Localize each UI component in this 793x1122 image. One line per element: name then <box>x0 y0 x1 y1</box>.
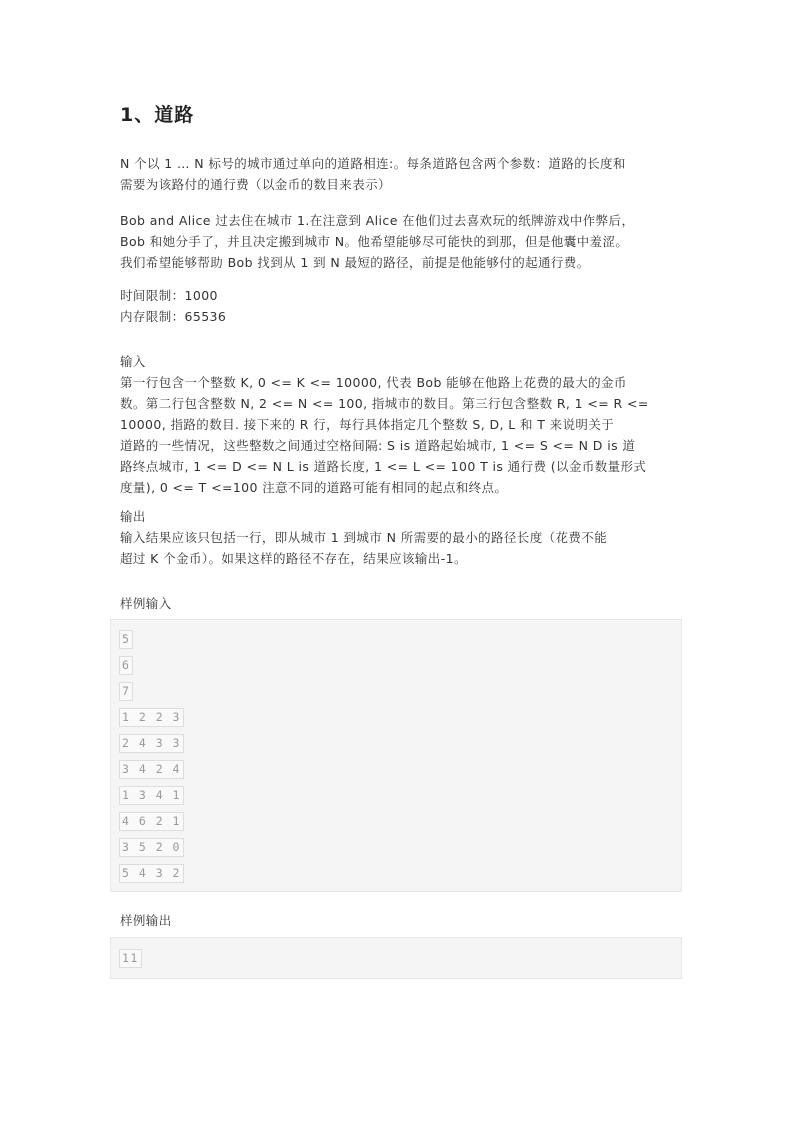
code-line: 7 <box>119 682 133 701</box>
input-line: 道路的一些情况，这些整数之间通过空格间隔: S is 道路起始城市, 1 <= S <= N D is 道 <box>120 438 636 453</box>
input-heading: 输入 <box>120 354 146 369</box>
story-paragraph <box>120 210 684 273</box>
code-line: 2 4 3 3 <box>119 734 184 753</box>
limits-paragraph <box>120 285 684 327</box>
input-description <box>120 372 684 498</box>
story-line: Bob 和她分手了，并且决定搬到城市 N。他希望能够尽可能快的到那，但是他囊中羞涩。 <box>120 234 629 249</box>
memory-limit: 内存限制：65536 <box>120 309 227 324</box>
input-line: 度量), 0 <= T <=100 注意不同的道路可能有相同的起点和终点。 <box>120 480 508 495</box>
intro-paragraph <box>120 153 684 195</box>
input-line: 数。第二行包含整数 N, 2 <= N <= 100, 指城市的数目。第三行包含整数 R, 1 <= R <= <box>120 396 649 411</box>
code-line: 3 5 2 0 <box>119 838 184 857</box>
code-line: 1 3 4 1 <box>119 786 184 805</box>
sample-input-block <box>110 619 682 892</box>
output-line: 输入结果应该只包括一行，即从城市 1 到城市 N 所需要的最小的路径长度（花费不能 <box>120 530 608 545</box>
output-description <box>120 527 684 569</box>
code-line: 3 4 2 4 <box>119 760 184 779</box>
sample-output-block <box>110 937 682 979</box>
code-line: 6 <box>119 656 133 675</box>
sample-input-heading: 样例输入 <box>120 596 172 611</box>
code-line: 5 4 3 2 <box>119 864 184 883</box>
code-line: 1 2 2 3 <box>119 708 184 727</box>
input-line: 路终点城市, 1 <= D <= N L is 道路长度, 1 <= L <= 100 T is 通行费 (以金币数量形式 <box>120 459 647 474</box>
time-limit: 时间限制：1000 <box>120 288 218 303</box>
code-line: 4 6 2 1 <box>119 812 184 831</box>
sample-output-heading: 样例输出 <box>120 913 172 928</box>
story-line: 我们希望能够帮助 Bob 找到从 1 到 N 最短的路径，前提是他能够付的起通行费。 <box>120 255 590 270</box>
intro-line: 需要为该路付的通行费（以金币的数目来表示） <box>120 177 391 192</box>
code-line: 11 <box>119 949 142 968</box>
input-line: 10000, 指路的数目. 接下来的 R 行，每行具体指定几个整数 S, D, L 和 T 来说明关于 <box>120 417 615 432</box>
input-line: 第一行包含一个整数 K, 0 <= K <= 10000, 代表 Bob 能够在他路上花费的最大的金币 <box>120 375 627 390</box>
output-heading: 输出 <box>120 509 146 524</box>
problem-title: 1、道路 <box>120 104 195 126</box>
intro-line: N 个以 1 … N 标号的城市通过单向的道路相连:。每条道路包含两个参数：道路的长度和 <box>120 156 626 171</box>
story-line: Bob and Alice 过去住在城市 1.在注意到 Alice 在他们过去喜欢玩的纸牌游戏中作弊后， <box>120 213 635 228</box>
output-line: 超过 K 个金币）。如果这样的路径不存在，结果应该输出-1。 <box>120 551 467 566</box>
code-line: 5 <box>119 630 133 649</box>
